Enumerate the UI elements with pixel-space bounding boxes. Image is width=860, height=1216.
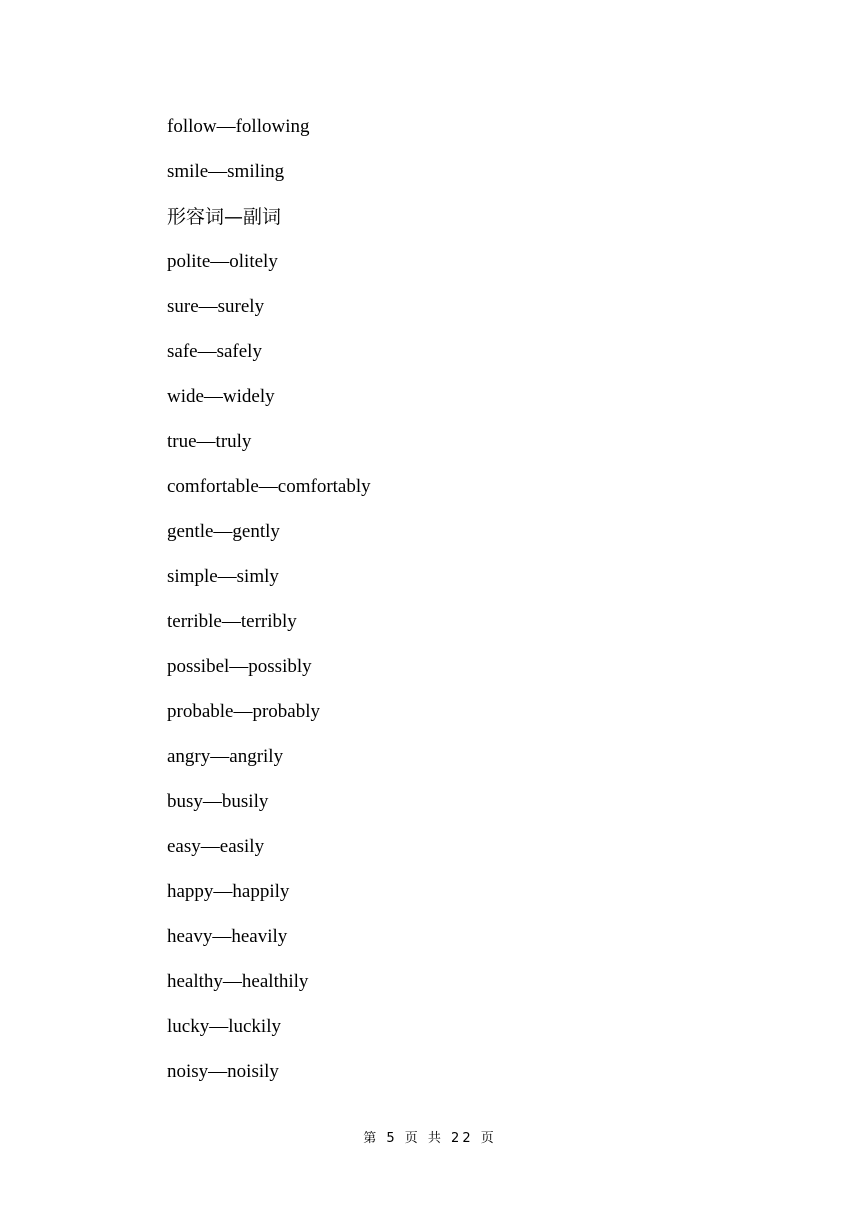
word-pair-line: probable—probably bbox=[167, 701, 321, 722]
word-pair-line: noisy—noisily bbox=[167, 1061, 279, 1082]
word-pair-line: happy—happily bbox=[167, 881, 290, 902]
page-footer: 第 5 页 共 22 页 bbox=[363, 1131, 497, 1146]
word-pair-line: true—truly bbox=[167, 431, 252, 452]
word-pair-line: angry—angrily bbox=[167, 746, 284, 767]
section-heading: 形容词—副词 bbox=[167, 206, 282, 228]
word-pair-line: busy—busily bbox=[167, 791, 269, 812]
word-pair-line: follow—following bbox=[167, 116, 310, 137]
word-pair-line: wide—widely bbox=[167, 386, 275, 407]
word-pair-line: smile—smiling bbox=[167, 161, 285, 182]
word-pair-line: healthy—healthily bbox=[167, 971, 309, 992]
word-pair-line: terrible—terribly bbox=[167, 611, 297, 632]
word-pair-line: easy—easily bbox=[167, 836, 265, 857]
word-pair-line: gentle—gently bbox=[167, 521, 280, 542]
word-pair-line: sure—surely bbox=[167, 296, 265, 317]
word-pair-line: polite—olitely bbox=[167, 251, 278, 272]
word-pair-line: simple—simly bbox=[167, 566, 279, 587]
word-pair-line: lucky—luckily bbox=[167, 1016, 281, 1037]
word-pair-line: safe—safely bbox=[167, 341, 262, 362]
word-pair-line: comfortable—comfortably bbox=[167, 476, 371, 497]
word-pair-line: possibel—possibly bbox=[167, 656, 312, 677]
word-pair-list bbox=[167, 114, 371, 1104]
word-pair-line: heavy—heavily bbox=[167, 926, 288, 947]
